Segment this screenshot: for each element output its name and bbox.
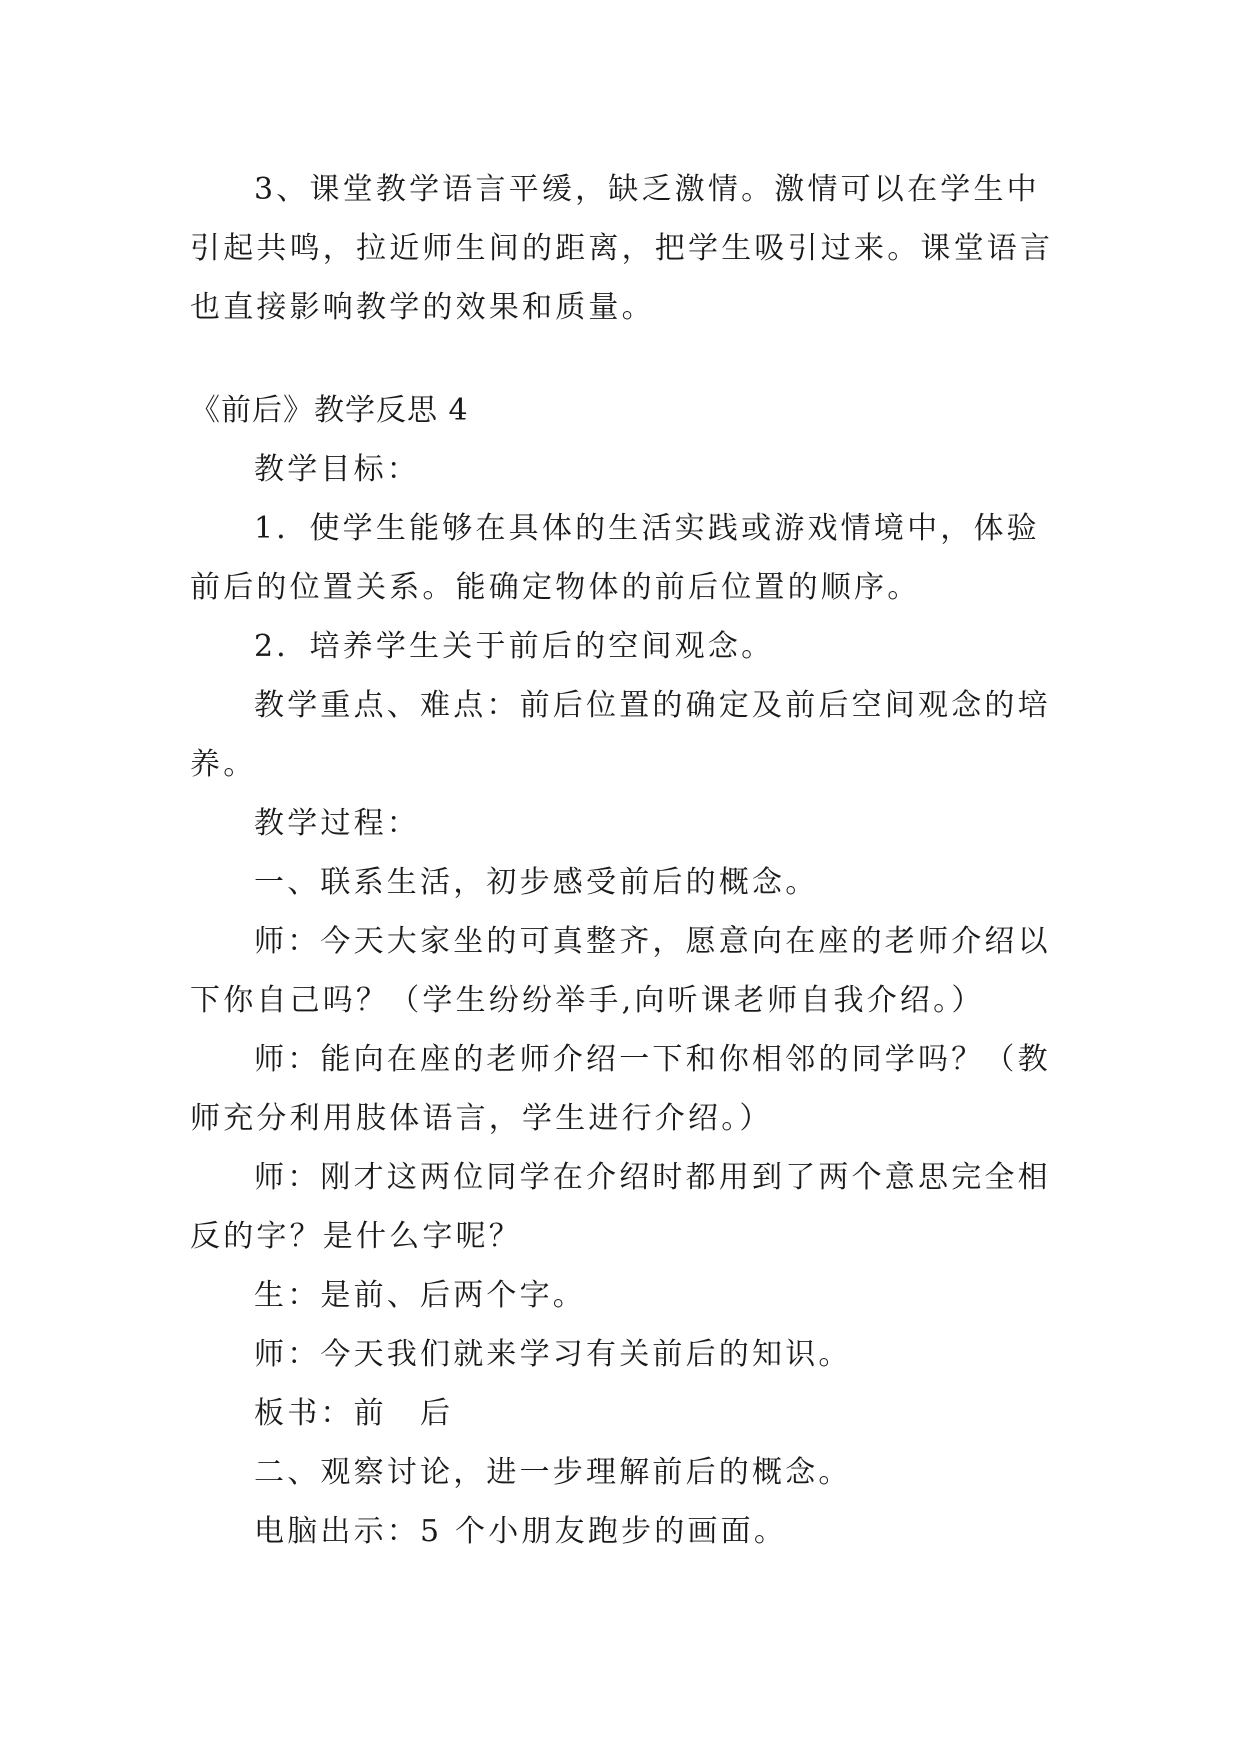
text-line: 2．培养学生关于前后的空间观念。 xyxy=(254,629,775,664)
text-line: 二、观察讨论，进一步理解前后的概念。 xyxy=(254,1455,852,1490)
text-line: 一、联系生活，初步感受前后的概念。 xyxy=(254,865,819,900)
text-line: 前后的位置关系。能确定物体的前后位置的顺序。 xyxy=(190,570,921,605)
text-line: 养。 xyxy=(190,747,257,782)
text-line: 师充分利用肢体语言，学生进行介绍。） xyxy=(190,1101,773,1136)
text-line: 教学重点、难点：前后位置的确定及前后空间观念的培 xyxy=(254,688,1051,723)
text-line: 反的字？是什么字呢？ xyxy=(190,1219,522,1254)
paragraph-3 xyxy=(190,160,1060,337)
paragraph-gap xyxy=(190,337,1060,381)
text-line: 生：是前、后两个字。 xyxy=(254,1278,586,1313)
text-line: 电脑出示：5 个小朋友跑步的画面。 xyxy=(254,1514,788,1549)
text-line: 也直接影响教学的效果和质量。 xyxy=(190,290,655,325)
text-line: 师：今天大家坐的可真整齐，愿意向在座的老师介绍以 xyxy=(254,924,1051,959)
text-line: 师：能向在座的老师介绍一下和你相邻的同学吗？（教 xyxy=(254,1042,1051,1077)
text-line: 师：刚才这两位同学在介绍时都用到了两个意思完全相 xyxy=(254,1160,1051,1195)
text-line: 3、课堂教学语言平缓，缺乏激情。激情可以在学生中 xyxy=(254,172,1040,207)
text-line: 引起共鸣，拉近师生间的距离，把学生吸引过来。课堂语言 xyxy=(190,231,1054,266)
text-line: 师：今天我们就来学习有关前后的知识。 xyxy=(254,1337,852,1372)
text-line: 1．使学生能够在具体的生活实践或游戏情境中，体验 xyxy=(254,511,1040,546)
document-page xyxy=(190,160,1060,1561)
text-line: 板书：前 后 xyxy=(254,1396,454,1431)
text-line: 教学目标： xyxy=(254,452,420,487)
section-title: 《前后》教学反思 4 xyxy=(190,393,469,428)
section-body xyxy=(190,440,1060,1561)
text-line: 教学过程： xyxy=(254,806,420,841)
text-line: 下你自己吗？（学生纷纷举手,向听课老师自我介绍。） xyxy=(190,983,985,1018)
